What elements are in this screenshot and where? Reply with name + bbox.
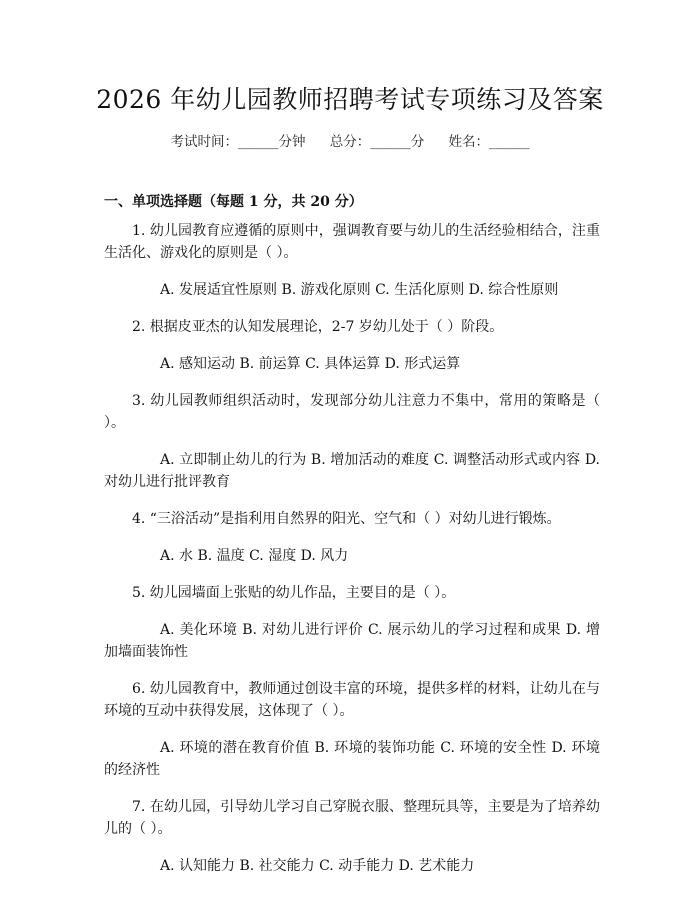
exam-time: 考试时间：______分钟: [170, 134, 306, 150]
question-3: 3. 幼儿园教师组织活动时，发现部分幼儿注意力不集中，常用的策略是（ ）。: [104, 393, 600, 431]
question-4-options: A. 水 B. 温度 C. 湿度 D. 风力: [160, 548, 349, 564]
question-7: 7. 在幼儿园，引导幼儿学习自己穿脱衣服、整理玩具等，主要是为了培养幼儿的（ ）。: [104, 799, 600, 837]
exam-name: 姓名：______: [448, 134, 530, 150]
exam-total-score: 总分：______分: [329, 134, 425, 150]
question-5-options: A. 美化环境 B. 对幼儿进行评价 C. 展示幼儿的学习过程和成果 D. 增加墙面装饰性: [104, 622, 600, 660]
question-2-options: A. 感知运动 B. 前运算 C. 具体运算 D. 形式运算: [160, 356, 461, 372]
document-title: 2026 年幼儿园教师招聘考试专项练习及答案: [96, 85, 604, 114]
question-3-options: A. 立即制止幼儿的行为 B. 增加活动的难度 C. 调整活动形式或内容 D. 对幼儿进行批评教育: [104, 452, 600, 490]
question-1-options: A. 发展适宜性原则 B. 游戏化原则 C. 生活化原则 D. 综合性原则: [160, 282, 559, 298]
question-7-options: A. 认知能力 B. 社交能力 C. 动手能力 D. 艺术能力: [160, 858, 475, 874]
question-5: 5. 幼儿园墙面上张贴的幼儿作品，主要目的是（ ）。: [132, 585, 456, 601]
exam-meta: [0, 130, 700, 150]
question-2: 2. 根据皮亚杰的认知发展理论，2-7 岁幼儿处于（ ）阶段。: [132, 319, 504, 335]
question-4: 4. “三浴活动”是指利用自然界的阳光、空气和（ ）对幼儿进行锻炼。: [132, 511, 561, 527]
question-6: 6. 幼儿园教育中，教师通过创设丰富的环境，提供多样的材料，让幼儿在与环境的互动中获得发展，这体现了（ ）。: [104, 681, 600, 719]
question-1: 1. 幼儿园教育应遵循的原则中，强调教育要与幼儿的生活经验相结合，注重生活化、游戏化的原则是（ ）。: [104, 223, 600, 261]
question-6-options: A. 环境的潜在教育价值 B. 环境的装饰功能 C. 环境的安全性 D. 环境的经济性: [104, 740, 600, 778]
section-heading: 一、单项选择题（每题 1 分，共 20 分）: [104, 194, 363, 210]
question-list: [104, 220, 600, 892]
